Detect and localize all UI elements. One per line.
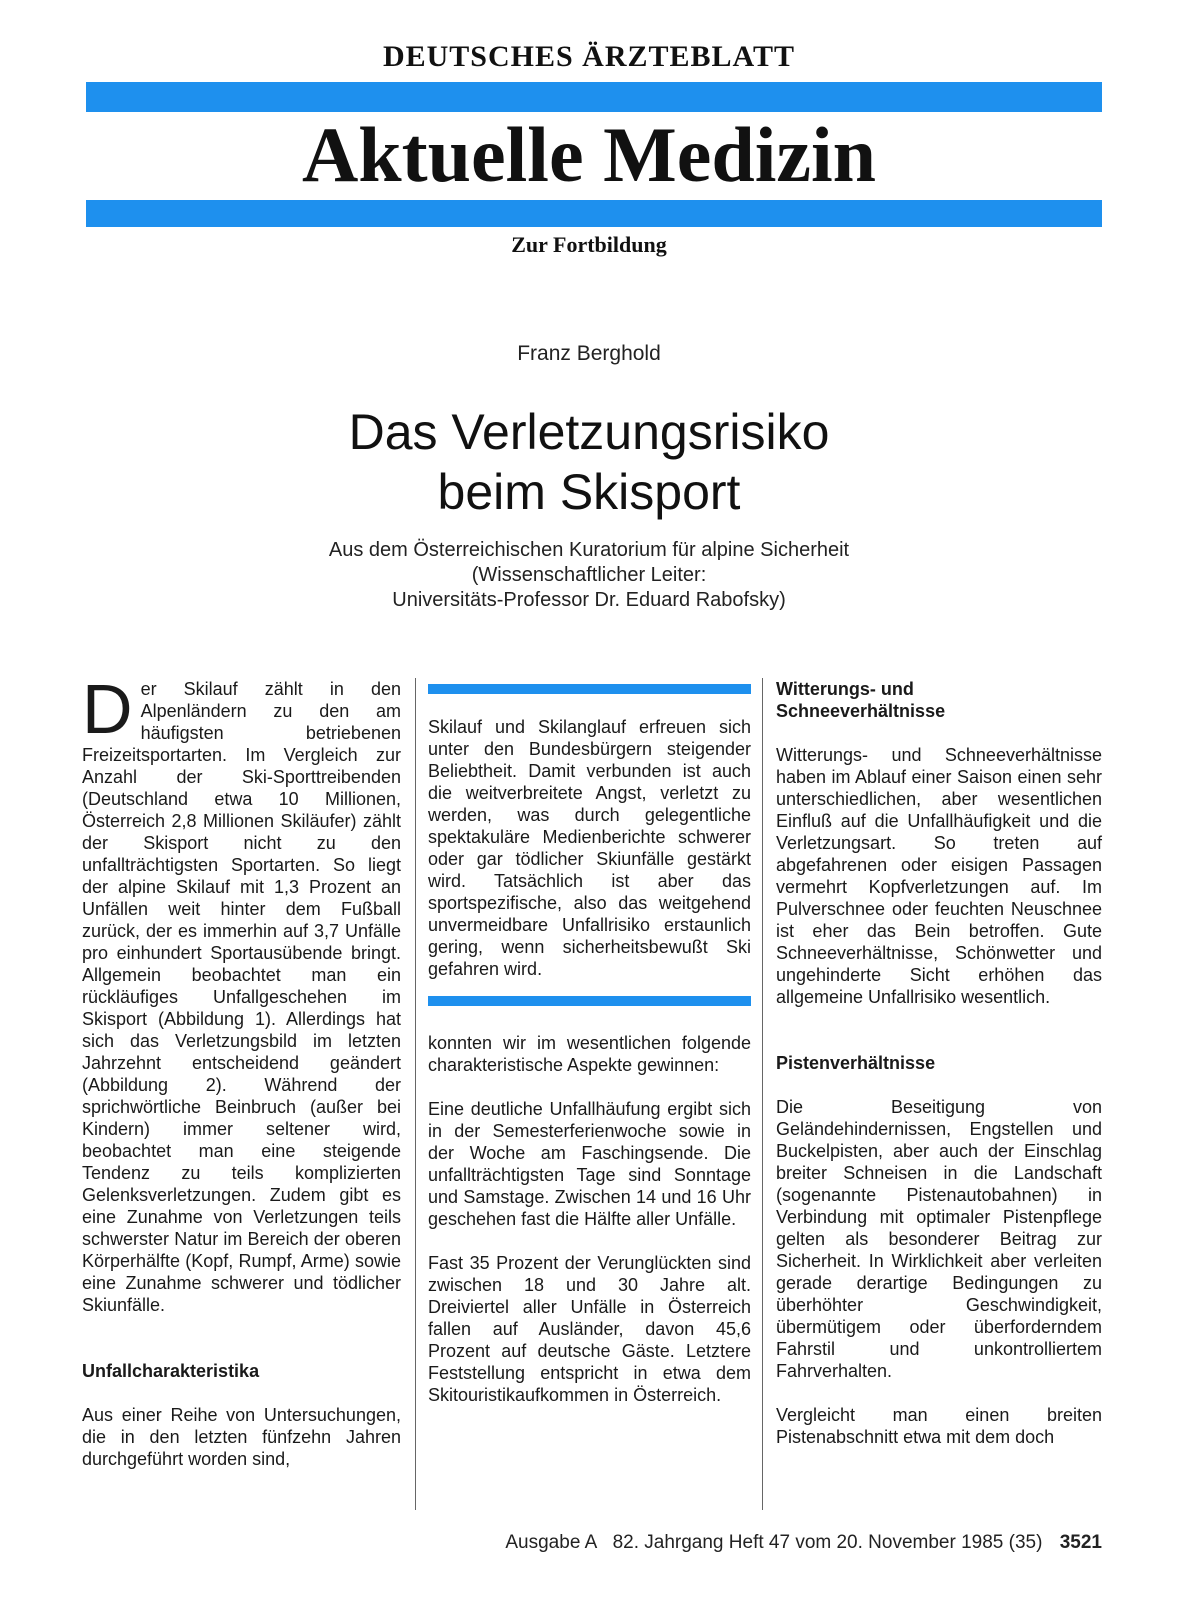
affiliation-line-2: (Wissenschaftlicher Leiter: (471, 564, 707, 586)
paragraph: konnten wir im wesentlichen folgende charakteristische Aspekte gewinnen: (428, 1033, 751, 1075)
heading-unfallcharakteristika: Unfallcharakteristika (82, 1361, 260, 1381)
blue-band-bottom (86, 200, 1102, 227)
highlight-box-text: Skilauf und Skilanglauf erfreuen sich unter den Bundesbürgern steigender Beliebtheit. Damit verbunden ist auch die weitverbreitete Angst, verletzt zu werden, was durch gelegentliche spektakuläre Medienberichte schwerer oder gar tödlicher Skiunfälle gestärkt wird. Tatsächlich ist aber das sportspezifische, also das weitgehend unvermeidbare Unfallrisiko erstaunlich gering, wenn sicherheitsbewußt Ski gefahren wird. (428, 717, 751, 979)
column-3 (776, 678, 1102, 1448)
title-line-2: beim Skisport (437, 464, 741, 520)
intro-text: er Skilauf zählt in den Alpenländern zu den am häufigsten betriebenen Freizeitsportarten. Im Vergleich zur Anzahl der Ski-Sporttreibenden (Deutschland etwa 10 Millionen, Österreich 2,8 Millionen Skiläufer) zählt der Skisport nicht zu den unfallträchtigsten Sportarten. So liegt der alpine Skilauf mit 1,3 Prozent an Unfällen weit hinter dem Fußball zurück, der es immerhin auf 3,7 Unfälle pro einhundert Sportausübende bringt. Allgemein beobachtet man ein rückläufiges Unfallgeschehen im Skisport (Abbildung 1). Allerdings hat sich das Verletzungsbild im letzten Jahrzehnt entscheidend geändert (Abbildung 2). Während der sprichwörtliche Beinbruch (außer bei Kindern) immer seltener wird, beobachtet man eine steigende Tendenz zu teils komplizierten Gelenksverletzungen. Zudem gibt es eine Zunahme von Verletzungen teils schwerster Natur im Bereich der oberen Körperhälfte (Kopf, Rumpf, Arme) sowie eine Zunahme schwerer und tödlicher Skiunfälle. (82, 679, 401, 1315)
affiliation-line-1: Aus dem Österreichischen Kuratorium für alpine Sicherheit (328, 539, 850, 561)
paragraph: Eine deutliche Unfallhäufung ergibt sich in der Semesterferienwoche sowie in der Woche am Faschingsende. Die unfallträchtigsten Tage sind Sonntage und Samstage. Zwischen 14 und 16 Uhr geschehen fast die Hälfte aller Unfälle. (428, 1099, 751, 1229)
column-1 (82, 670, 401, 1470)
section-subtitle: Zur Fortbildung (511, 232, 667, 257)
paragraph: Aus einer Reihe von Untersuchungen, die in den letzten fünfzehn Jahren durchgeführt worden sind, (82, 1405, 401, 1469)
column-divider (762, 678, 763, 1510)
section-title: Aktuelle Medizin (301, 111, 877, 198)
column-divider (415, 678, 416, 1510)
footer-edition: Ausgabe A (505, 1532, 598, 1553)
paragraph: Die Beseitigung von Geländehindernissen, Engstellen und Buckelpisten, aber auch der Einschlag breiter Schneisen in die Landschaft (sogenannte Pistenautobahnen) in Verbindung mit optimaler Pistenpflege gelten als besonderer Beitrag zur Sicherheit. In Wirklichkeit aber verleiten gerade derartige Bedingungen zu überhöhter Geschwindigkeit, übermütigem oder überforderndem Fahrstil und unkontrolliertem Fahrverhalten. (776, 1097, 1102, 1381)
author: Franz Berghold (517, 342, 661, 365)
intro-paragraph (82, 670, 401, 1316)
box-bar-bottom (428, 996, 751, 1006)
paragraph: Fast 35 Prozent der Verunglückten sind zwischen 18 und 30 Jahre alt. Dreiviertel aller Unfälle in Österreich fallen auf Ausländer, davon 45,6 Prozent auf deutsche Gäste. Letztere Feststellung entspricht in etwa dem Skitouristikaufkommen in Österreich. (428, 1253, 751, 1405)
heading-pistenverhaeltnisse: Pistenverhältnisse (776, 1053, 936, 1073)
affiliation-line-3: Universitäts-Professor Dr. Eduard Rabofsky) (392, 589, 786, 611)
heading-witterung (776, 678, 1102, 722)
heading-line: Schneeverhältnisse (776, 701, 946, 721)
box-bar-top (428, 684, 751, 694)
blue-band-top (86, 82, 1102, 112)
affiliation (0, 538, 1178, 613)
column-2 (428, 678, 751, 1406)
page-number: 3521 (1059, 1532, 1102, 1553)
masthead: DEUTSCHES ÄRZTEBLATT (382, 40, 796, 73)
page-footer (0, 1532, 1102, 1554)
article-title (0, 402, 1178, 522)
drop-cap: D (82, 670, 133, 748)
paragraph: Witterungs- und Schneeverhältnisse haben im Ablauf einer Saison einen sehr unterschiedlichen, aber wesentlichen Einfluß auf die Unfallhäufigkeit und die Verletzungsart. So treten auf abgefahrenen oder eisigen Passagen vermehrt Kopfverletzungen auf. Im Pulverschnee oder feuchten Neuschnee ist eher das Bein betroffen. Gute Schneeverhältnisse, Schönwetter und ungehinderte Sicht erhöhen das allgemeine Unfallrisiko wesentlich. (776, 745, 1102, 1007)
paragraph: Vergleicht man einen breiten Pistenabschnitt etwa mit dem doch (776, 1405, 1102, 1447)
footer-issue: 82. Jahrgang Heft 47 vom 20. November 1985 (35) (612, 1532, 1043, 1553)
heading-line: Witterungs- und (776, 679, 914, 699)
title-line-1: Das Verletzungsrisiko (348, 404, 830, 460)
